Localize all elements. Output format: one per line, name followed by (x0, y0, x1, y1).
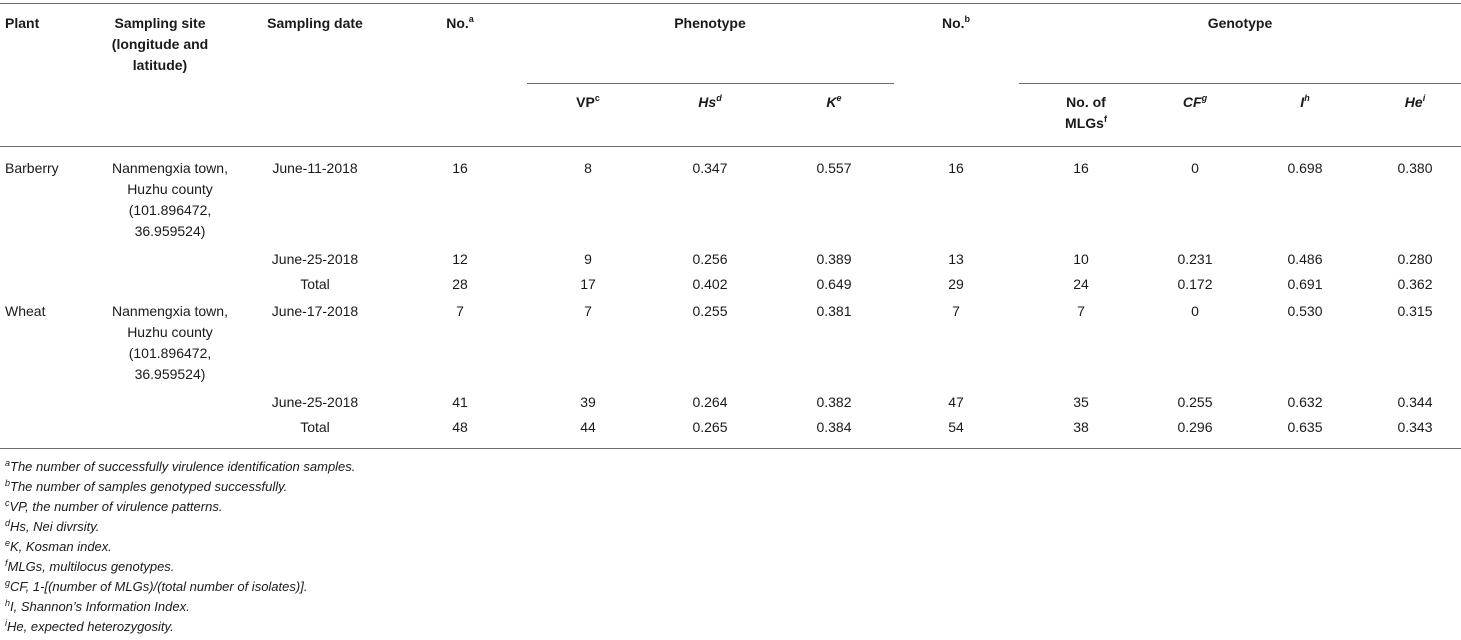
cell-he: 0.344 (1397, 394, 1433, 410)
cell-plant: Wheat (5, 303, 46, 319)
cell-vp: 39 (580, 394, 596, 410)
cell-he: 0.343 (1397, 419, 1433, 435)
cell-no-a: 7 (456, 303, 464, 319)
header-sampling-site: Sampling site (longitude and latitude) (111, 15, 209, 73)
table-row (0, 417, 1461, 438)
cell-i: 0.635 (1287, 419, 1323, 435)
cell-k: 0.382 (816, 394, 852, 410)
site-barberry: Nanmengxia town, Huzhu county (101.896472, 36.959524) (112, 160, 228, 239)
footnote-h: $^h$I, Shannon’s Information Index. (5, 598, 190, 614)
table-row (0, 392, 1461, 413)
cell-i: 0.691 (1287, 276, 1323, 292)
cell-i: 0.698 (1287, 160, 1323, 176)
cell-no-b: 29 (948, 276, 964, 292)
cell-cf: 0 (1191, 303, 1199, 319)
cell-hs: 0.256 (692, 251, 728, 267)
cell-hs: 0.255 (692, 303, 728, 319)
header-no-a: No.$^a$ (446, 14, 474, 31)
cell-plant: Barberry (5, 160, 59, 176)
cell-he: 0.280 (1397, 251, 1433, 267)
cell-mlgs: 16 (1073, 160, 1089, 176)
header-cf: $CF^g$ (1182, 93, 1208, 110)
cell-k: 0.389 (816, 251, 852, 267)
cell-no-b: 54 (948, 419, 964, 435)
cell-date: June-11-2018 (272, 160, 358, 176)
footnote-d: $^d$Hs, Nei divrsity. (5, 518, 100, 534)
table-row (0, 274, 1461, 295)
cell-no-b: 16 (948, 160, 964, 176)
cell-cf: 0.231 (1177, 251, 1213, 267)
cell-no-a: 28 (452, 276, 468, 292)
cell-mlgs: 38 (1073, 419, 1089, 435)
phenotype-underline (527, 83, 894, 84)
cell-he: 0.315 (1397, 303, 1433, 319)
header-bottom-rule (0, 146, 1461, 147)
cell-i: 0.632 (1287, 394, 1323, 410)
footnote-c: $^c$VP, the number of virulence patterns. (5, 498, 223, 514)
cell-date: June-25-2018 (271, 251, 359, 267)
table-row (0, 301, 1461, 322)
genotype-underline (1019, 83, 1461, 84)
cell-date: June-25-2018 (271, 394, 359, 410)
header-plant: Plant (5, 15, 40, 31)
table-top-rule (0, 3, 1461, 4)
footnote-g: $^g$CF, 1-[(number of MLGs)/(total number of isolates)]. (5, 578, 308, 594)
cell-he: 0.380 (1397, 160, 1433, 176)
cell-k: 0.384 (816, 419, 852, 435)
table-bottom-rule (0, 448, 1461, 449)
cell-k: 0.557 (816, 160, 852, 176)
header-sampling-date: Sampling date (267, 15, 363, 31)
cell-i: 0.486 (1287, 251, 1323, 267)
header-genotype: Genotype (1207, 15, 1273, 31)
cell-vp: 9 (584, 251, 592, 267)
table-row (0, 249, 1461, 270)
cell-cf: 0 (1191, 160, 1199, 176)
footnote-b: $^b$The number of samples genotyped successfully. (5, 478, 288, 494)
cell-i: 0.530 (1287, 303, 1323, 319)
cell-hs: 0.347 (692, 160, 728, 176)
footnote-e: $^e$K, Kosman index. (5, 538, 112, 554)
cell-no-b: 47 (948, 394, 964, 410)
cell-cf: 0.172 (1177, 276, 1213, 292)
cell-cf: 0.255 (1177, 394, 1213, 410)
cell-no-a: 12 (452, 251, 468, 267)
cell-k: 0.649 (816, 276, 852, 292)
header-vp: $VP^c$ (576, 93, 600, 110)
cell-vp: 7 (584, 303, 592, 319)
cell-no-a: 48 (452, 419, 468, 435)
header-he: He$^i$ (1404, 93, 1426, 110)
header-i: $I^h$ (1300, 93, 1310, 110)
cell-mlgs: 35 (1073, 394, 1089, 410)
cell-date: June-17-2018 (271, 303, 359, 319)
cell-date: Total (300, 276, 330, 292)
cell-no-b: 7 (952, 303, 960, 319)
cell-he: 0.362 (1397, 276, 1433, 292)
cell-vp: 17 (580, 276, 596, 292)
header-hs: Hs$^d$ (698, 93, 722, 110)
footnote-f: $^f$MLGs, multilocus genotypes. (5, 558, 175, 574)
cell-no-a: 41 (452, 394, 468, 410)
header-phenotype: Phenotype (674, 15, 746, 31)
table-row (0, 158, 1461, 179)
footnote-i: $^i$He, expected heterozygosity. (5, 618, 174, 634)
header-no-b: No.$^b$ (941, 14, 971, 31)
cell-k: 0.381 (816, 303, 852, 319)
cell-hs: 0.265 (692, 419, 728, 435)
header-k: $K^e$ (826, 93, 842, 110)
cell-vp: 44 (580, 419, 596, 435)
cell-vp: 8 (584, 160, 592, 176)
cell-mlgs: 24 (1073, 276, 1089, 292)
cell-hs: 0.264 (692, 394, 728, 410)
cell-mlgs: 10 (1073, 251, 1089, 267)
cell-mlgs: 7 (1077, 303, 1085, 319)
header-mlgs: No. of MLGs$^f$ (1065, 94, 1107, 131)
cell-cf: 0.296 (1177, 419, 1213, 435)
cell-date: Total (300, 419, 330, 435)
cell-hs: 0.402 (692, 276, 728, 292)
cell-no-b: 13 (948, 251, 964, 267)
site-wheat: Nanmengxia town, Huzhu county (101.896472, 36.959524) (112, 303, 228, 382)
footnote-a: $^a$The number of successfully virulence identification samples. (5, 458, 356, 474)
cell-no-a: 16 (452, 160, 468, 176)
